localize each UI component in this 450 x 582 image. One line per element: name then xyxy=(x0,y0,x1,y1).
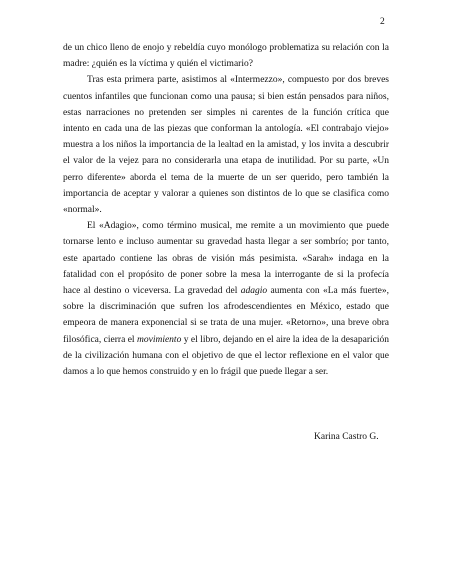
paragraph-1 xyxy=(63,40,389,72)
paragraph-text: Tras esta primera parte, asistimos al «Intermezzo», compuesto por dos breves cuentos infantiles que funcionan como una pausa; si bien están pensados para niños, estas narraciones no pretenden ser simples ni carentes de la función crítica que intento en cada una de las piezas que conforman la antología. «El contrabajo viejo» muestra a los niños la importancia de la lealtad en la amistad, y los invita a descubrir el valor de la vejez para no considerarla una etapa de inutilidad. Por su parte, «Un perro diferente» aborda el tema de la muerte de un ser querido, pero también la importancia de aceptar y valorar a quienes son distintos de lo que se clasifica como «normal». xyxy=(63,75,389,216)
italic-term: adagio xyxy=(240,286,268,297)
author-signature: Karina Castro G. xyxy=(314,432,379,442)
paragraph-text: aumenta con «La más fuerte», sobre la discriminación que sufren los afrodescendientes en México, estado que empeora de manera exponencial si se trata de una mujer. «Retorno», una breve obra filosófica, cierra el xyxy=(63,286,389,345)
page-number: 2 xyxy=(380,17,385,27)
paragraph-text: y el libro, dejando en el aire la idea de la desaparición de la civilización humana con el objetivo de que el lector reflexione en el valor que damos a lo que hemos construido y en lo frágil que puede llegar a ser. xyxy=(63,334,389,378)
paragraph-3 xyxy=(63,218,389,380)
italic-term: movimiento xyxy=(137,334,182,345)
paragraph-text: de un chico lleno de enojo y rebeldía cuyo monólogo problematiza su relación con la madre: ¿quién es la víctima y quién el victimario? xyxy=(63,43,389,70)
paragraph-2 xyxy=(63,72,389,218)
body-text xyxy=(63,40,389,380)
paragraph-text: El «Adagio», como término musical, me remite a un movimiento que puede tornarse lento e incluso aumentar su gravedad hasta llegar a ser sombrío; por tanto, este apartado contiene las obras de visión más pesimista. «Sarah» indaga en la fatalidad con el propósito de poner sobre la mesa la interrogante de si la profecía hace al destino o viceversa. La gravedad del xyxy=(63,221,389,297)
